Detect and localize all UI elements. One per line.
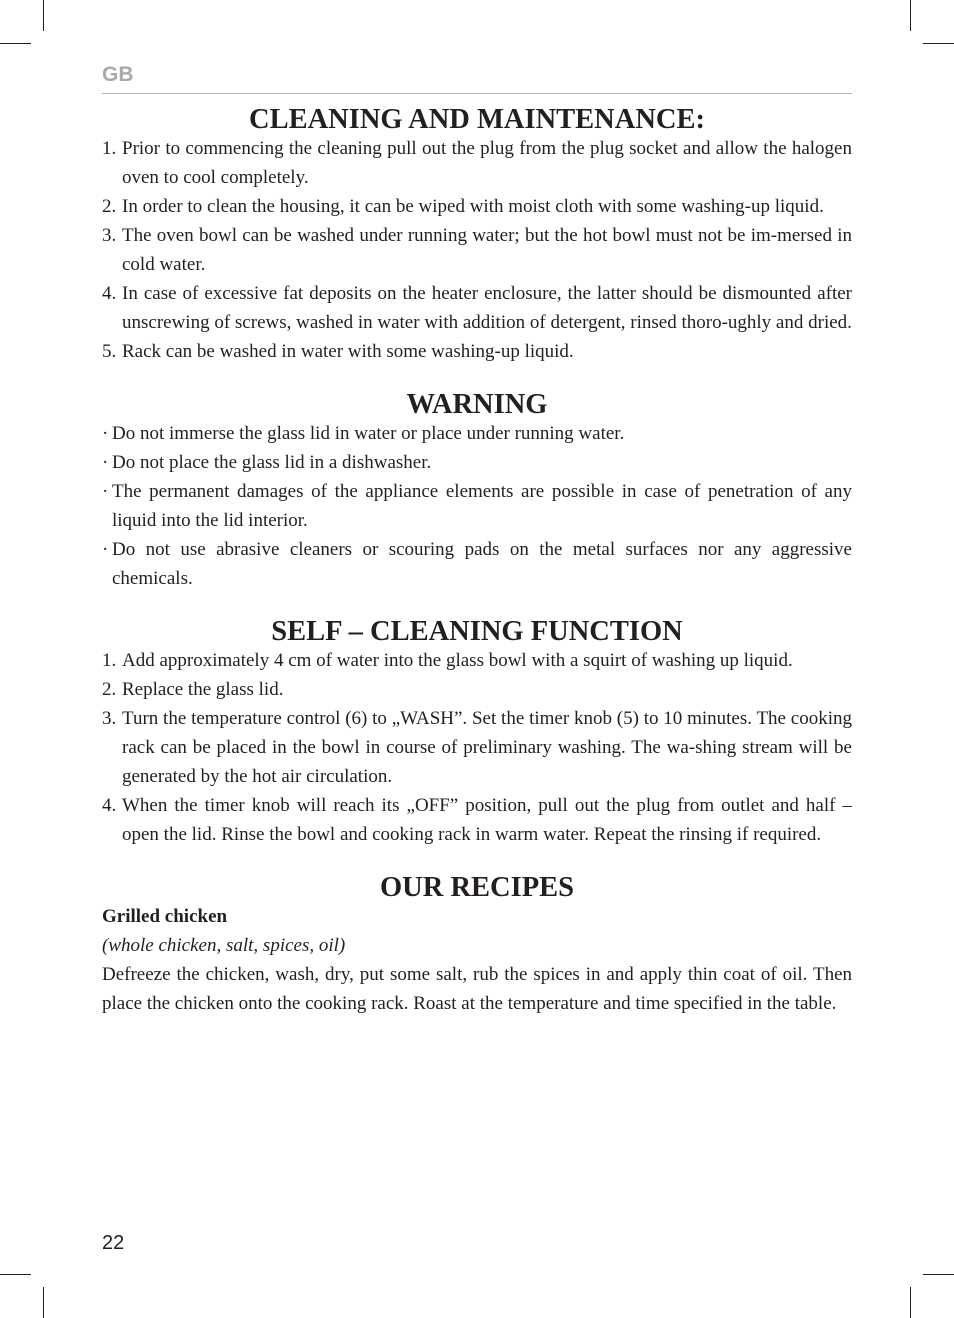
cleaning-section: [102, 105, 852, 366]
bullet: ·: [102, 481, 109, 502]
list-item: [102, 704, 852, 791]
item-text: Prior to commencing the cleaning pull out the plug from the plug socket and allow the halogen oven to cool completely.: [122, 138, 852, 188]
section-heading: CLEANING AND MAINTENANCE:: [248, 104, 706, 135]
item-text: Add approximately 4 cm of water into the glass bowl with a squirt of washing up liquid.: [122, 650, 793, 671]
list-item: [102, 337, 852, 366]
recipe-title: Grilled chicken: [102, 906, 228, 927]
crop-mark: [910, 0, 911, 31]
item-text: Turn the temperature control (6) to „WASH”. Set the timer knob (5) to 10 minutes. The cooking rack can be placed in the bowl in course of preliminary washing. The wa-shing stream will be generated by the hot air circulation.: [122, 708, 852, 787]
list-item: [102, 791, 852, 849]
item-number: 5.: [102, 341, 117, 362]
recipes-section: [102, 873, 852, 1018]
bullet: ·: [102, 423, 109, 444]
crop-mark: [43, 1287, 44, 1318]
list-item: [102, 221, 852, 279]
crop-mark: [910, 1287, 911, 1318]
item-number: 4.: [102, 283, 117, 304]
page-number: 22: [102, 1232, 125, 1254]
item-number: 1.: [102, 138, 117, 159]
item-number: 3.: [102, 225, 117, 246]
self-cleaning-section: [102, 617, 852, 849]
recipe-ingredients: (whole chicken, salt, spices, oil): [102, 935, 346, 956]
language-code: GB: [102, 63, 134, 86]
item-number: 2.: [102, 679, 117, 700]
item-number: 4.: [102, 795, 117, 816]
item-text: Replace the glass lid.: [122, 679, 284, 700]
item-text: Do not use abrasive cleaners or scouring pads on the metal surfaces nor any aggressive chemicals.: [112, 539, 852, 589]
list-item: [102, 279, 852, 337]
crop-mark: [43, 0, 44, 31]
item-text: The permanent damages of the appliance elements are possible in case of penetration of any liquid into the lid interior.: [112, 481, 852, 531]
item-text: In order to clean the housing, it can be wiped with moist cloth with some washing-up liquid.: [122, 196, 824, 217]
item-text: Do not immerse the glass lid in water or place under running water.: [112, 423, 625, 444]
crop-mark: [0, 43, 31, 44]
crop-mark: [0, 1274, 31, 1275]
bullet: ·: [102, 539, 109, 560]
item-text: The oven bowl can be washed under running water; but the hot bowl must not be im-mersed in cold water.: [122, 225, 852, 275]
bullet-item: [102, 535, 852, 593]
bullet-item: [102, 448, 852, 477]
item-text: Do not place the glass lid in a dishwasher.: [112, 452, 432, 473]
list-item: [102, 675, 852, 704]
item-text: Rack can be washed in water with some washing-up liquid.: [122, 341, 574, 362]
crop-mark: [923, 43, 954, 44]
item-text: When the timer knob will reach its „OFF” position, pull out the plug from outlet and half – open the lid. Rinse the bowl and cooking rack in warm water. Repeat the rinsing if required.: [122, 795, 852, 845]
bullet-item: [102, 419, 852, 448]
crop-mark: [923, 1274, 954, 1275]
bullet: ·: [102, 452, 109, 473]
bullet-item: [102, 477, 852, 535]
header-rule: [102, 93, 852, 94]
warning-section: [102, 390, 852, 593]
page-content: [102, 105, 852, 1042]
section-heading: SELF – CLEANING FUNCTION: [271, 616, 683, 647]
recipe-body: Defreeze the chicken, wash, dry, put some salt, rub the spices in and apply thin coat of oil. Then place the chicken onto the cooking rack. Roast at the temperature and time specified in the table.: [102, 964, 852, 1014]
section-heading: WARNING: [406, 389, 548, 420]
section-heading: OUR RECIPES: [380, 872, 574, 903]
list-item: [102, 646, 852, 675]
item-number: 3.: [102, 708, 117, 729]
item-number: 1.: [102, 650, 117, 671]
list-item: [102, 192, 852, 221]
item-text: In case of excessive fat deposits on the heater enclosure, the latter should be dismounted after unscrewing of screws, washed in water with addition of detergent, rinsed thoro-ughly and dried.: [122, 283, 852, 333]
list-item: [102, 134, 852, 192]
item-number: 2.: [102, 196, 117, 217]
